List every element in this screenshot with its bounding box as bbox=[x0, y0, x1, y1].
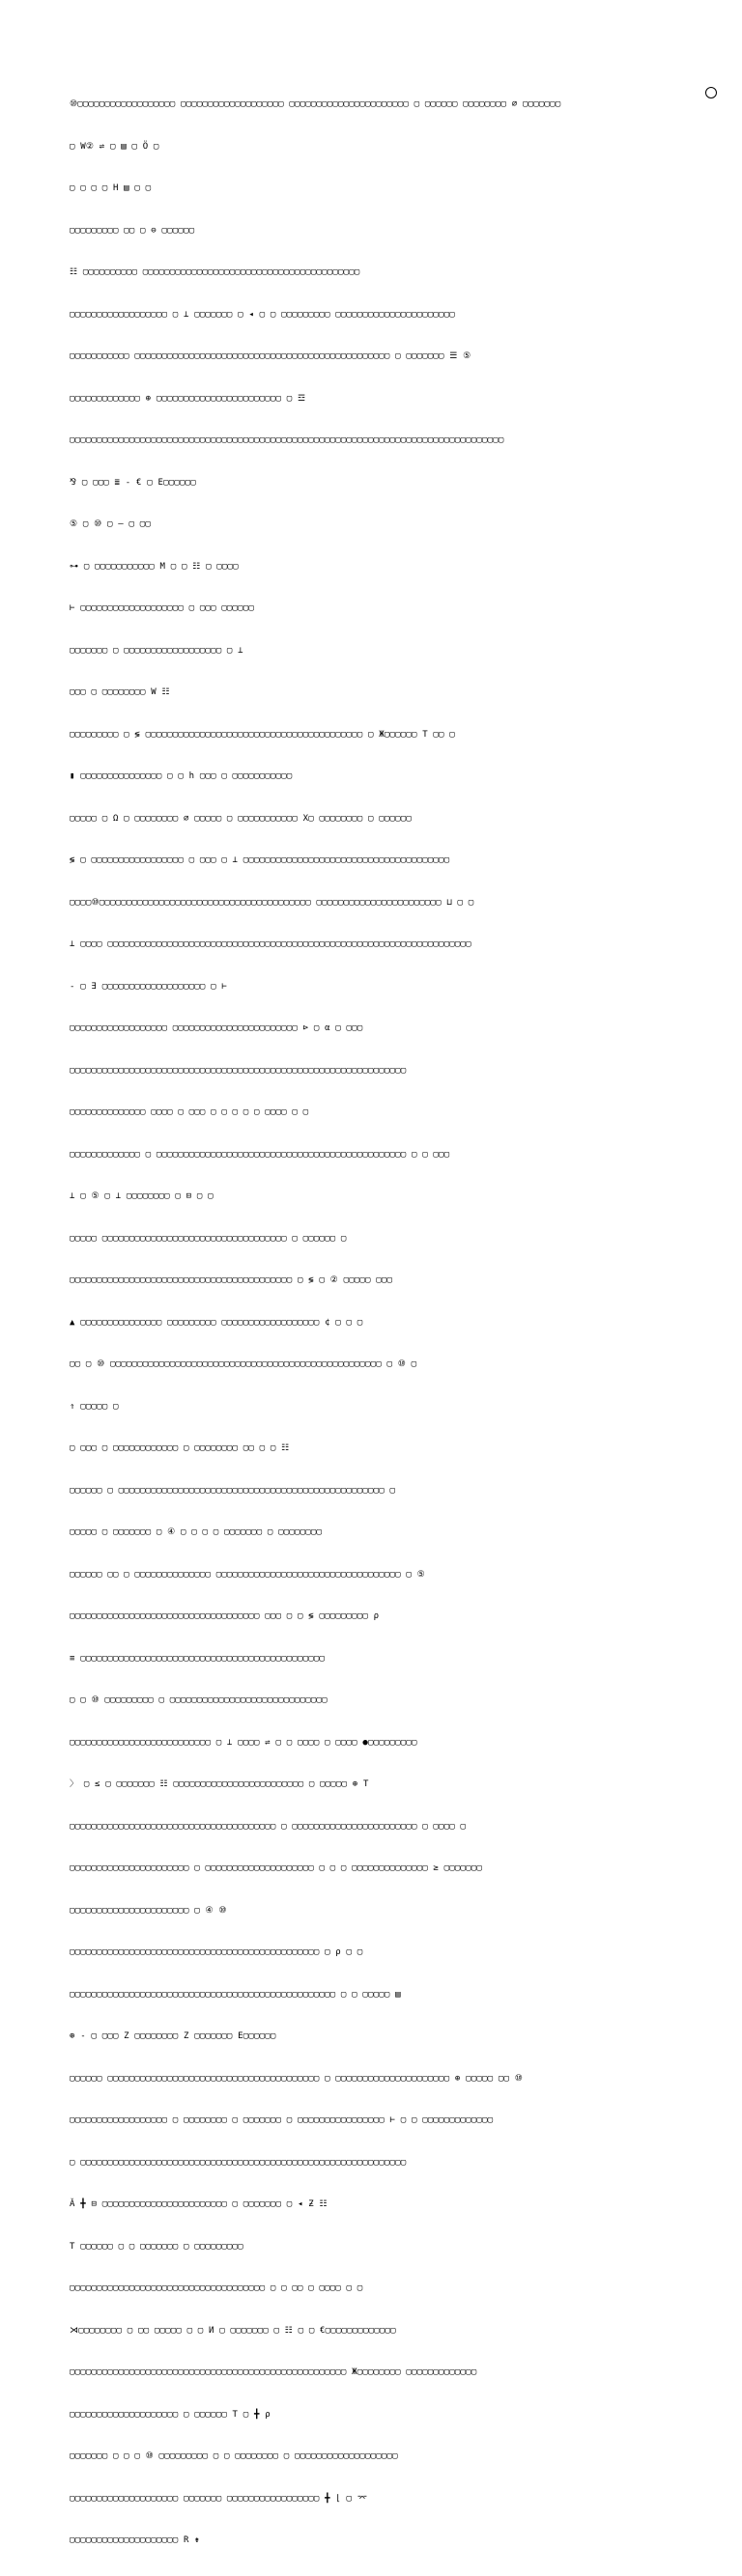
text-line: ▢▢▢▢▢▢▢▢▢▢▢ ▢▢▢▢▢▢▢▢▢▢▢▢▢▢▢▢▢▢▢▢▢▢▢▢▢▢▢▢▢▢▢▢▢▢▢▢▢▢▢▢▢▢▢▢▢▢▢ ▢ ▢▢▢▢▢▢▢ ☰ ⑤ bbox=[70, 351, 471, 361]
text-line: ▢▢ ▢ ⑩ ▢▢▢▢▢▢▢▢▢▢▢▢▢▢▢▢▢▢▢▢▢▢▢▢▢▢▢▢▢▢▢▢▢▢▢▢▢▢▢▢▢▢▢▢▢▢▢▢▢▢ ▢ ⑩ ▢ bbox=[70, 1359, 417, 1369]
text-line: ▢▢▢▢▢▢ ▢ ▢▢▢▢▢▢▢▢▢▢▢▢▢▢▢▢▢▢▢▢▢▢▢▢▢▢▢▢▢▢▢▢▢▢▢▢▢▢▢▢▢▢▢▢▢▢▢▢▢ ▢ bbox=[70, 1485, 396, 1496]
text-line: ▢▢▢▢▢▢▢▢▢▢▢▢▢▢▢▢▢▢▢▢▢▢▢▢▢▢▢▢▢▢▢▢▢▢▢▢▢▢▢▢▢▢▢▢▢▢▢▢▢▢▢▢▢▢▢▢▢▢▢▢▢▢▢▢▢▢▢▢▢▢▢▢▢▢▢▢▢▢▢▢ bbox=[70, 435, 504, 445]
text-line: ⊥ ▢ ⑤ ▢ ⊥ ▢▢▢▢▢▢▢▢ ▢ ⊟ ▢ ▢ bbox=[70, 1191, 214, 1201]
text-line: ▢▢▢▢▢ ▢ ▢▢▢▢▢▢▢ ▢ ④ ▢ ▢ ▢ ▢ ▢▢▢▢▢▢▢ ▢ ▢▢▢▢▢▢▢▢ bbox=[70, 1527, 323, 1537]
text-line: ⊕ - ▢ ▢▢▢ Z ▢▢▢▢▢▢▢▢ Z ▢▢▢▢▢▢▢ E▢▢▢▢▢▢ bbox=[70, 2031, 276, 2041]
text-line: ▢▢▢▢▢▢▢▢▢▢▢▢▢▢▢▢▢▢▢▢▢▢▢▢▢▢▢▢▢▢▢▢▢▢▢▢▢▢▢▢▢▢▢▢▢▢▢▢▢▢▢ Ж▢▢▢▢▢▢▢▢ ▢▢▢▢▢▢▢▢▢▢▢▢▢ bbox=[70, 2367, 477, 2377]
text-line: ▮ ▢▢▢▢▢▢▢▢▢▢▢▢▢▢▢ ▢ ▢ h ▢▢▢ ▢ ▢▢▢▢▢▢▢▢▢▢▢ bbox=[70, 771, 293, 781]
text-line: 〉 ▢ ≤ ▢ ▢▢▢▢▢▢▢ ☷ ▢▢▢▢▢▢▢▢▢▢▢▢▢▢▢▢▢▢▢▢▢▢▢▢ ▢ ▢▢▢▢▢ ⊕ T bbox=[70, 1779, 369, 1789]
text-line: ▢▢▢▢▢▢▢▢▢▢▢▢▢▢▢▢▢▢▢▢▢▢▢▢▢▢▢▢▢▢▢▢▢▢▢▢ ▢ ▢ ▢▢ ▢ ▢▢▢▢ ▢ ▢ bbox=[70, 2283, 363, 2293]
text-line: ⊶ ▢ ▢▢▢▢▢▢▢▢▢▢▢ M ▢ ▢ ☷ ▢ ▢▢▢▢ bbox=[70, 561, 239, 572]
text-line: ▢ W② ⇌ ▢ ▤ ▢ Ö ▢ bbox=[70, 141, 159, 152]
text-line: ▢ ▢▢▢▢▢▢▢▢▢▢▢▢▢▢▢▢▢▢▢▢▢▢▢▢▢▢▢▢▢▢▢▢▢▢▢▢▢▢▢▢▢▢▢▢▢▢▢▢▢▢▢▢▢▢▢▢▢▢▢▢ bbox=[70, 2157, 407, 2168]
text-line: ▢▢▢▢▢▢▢▢▢▢▢▢▢▢▢▢▢▢▢▢▢▢▢▢▢▢ ▢ ⊥ ▢▢▢▢ ⇌ ▢ ▢ ▢▢▢▢ ▢ ▢▢▢▢ ●▢▢▢▢▢▢▢▢▢ bbox=[70, 1737, 417, 1748]
text-line: ▢▢▢▢▢▢▢▢▢▢▢▢▢▢▢▢▢▢▢▢▢▢▢▢▢▢▢▢▢▢▢▢▢▢▢ ▢▢▢ ▢ ▢ ≶ ▢▢▢▢▢▢▢▢▢ ρ bbox=[70, 1611, 380, 1621]
text-line: - ▢ ∃ ▢▢▢▢▢▢▢▢▢▢▢▢▢▢▢▢▢▢▢ ▢ ⊢ bbox=[70, 981, 227, 992]
text-line: ▢▢▢▢▢▢▢▢▢▢▢▢▢▢▢▢▢▢▢▢ R ⇟ bbox=[70, 2535, 200, 2545]
text-line: ▢▢▢▢▢▢ ▢▢ ▢ ▢▢▢▢▢▢▢▢▢▢▢▢▢▢ ▢▢▢▢▢▢▢▢▢▢▢▢▢▢▢▢▢▢▢▢▢▢▢▢▢▢▢▢▢▢▢▢▢▢ ▢ ⑤ bbox=[70, 1569, 425, 1580]
text-line: ▢▢▢▢▢▢▢▢▢▢▢▢▢▢▢▢▢▢ ▢ ▢▢▢▢▢▢▢▢ ▢ ▢▢▢▢▢▢▢ ▢ ▢▢▢▢▢▢▢▢▢▢▢▢▢▢▢▢ ⊢ ▢ ▢ ▢▢▢▢▢▢▢▢▢▢▢▢▢ bbox=[70, 2115, 494, 2125]
text-line: ▢▢▢▢▢▢▢▢▢▢▢▢▢▢▢▢▢▢ ▢ ⊥ ▢▢▢▢▢▢▢ ▢ ◂ ▢ ▢ ▢▢▢▢▢▢▢▢▢ ▢▢▢▢▢▢▢▢▢▢▢▢▢▢▢▢▢▢▢▢▢▢ bbox=[70, 309, 455, 320]
text-line: ≡ ▢▢▢▢▢▢▢▢▢▢▢▢▢▢▢▢▢▢▢▢▢▢▢▢▢▢▢▢▢▢▢▢▢▢▢▢▢▢▢▢▢▢▢▢▢ bbox=[70, 1653, 326, 1664]
text-line: ⑤ ▢ ⑩ ▢ — ▢ ▢▢ bbox=[70, 519, 151, 529]
text-line: ▢ ▢ ⑩ ▢▢▢▢▢▢▢▢▢ ▢ ▢▢▢▢▢▢▢▢▢▢▢▢▢▢▢▢▢▢▢▢▢▢▢▢▢▢▢▢▢ bbox=[70, 1695, 328, 1705]
text-line: ▢▢▢▢▢ ▢▢▢▢▢▢▢▢▢▢▢▢▢▢▢▢▢▢▢▢▢▢▢▢▢▢▢▢▢▢▢▢▢▢ ▢ ▢▢▢▢▢▢ ▢ bbox=[70, 1233, 347, 1244]
text-line: ▢▢▢▢▢▢▢▢▢▢▢▢▢▢ ▢▢▢▢ ▢ ▢▢▢ ▢ ▢ ▢ ▢ ▢ ▢▢▢▢ ▢ ▢ bbox=[70, 1107, 309, 1117]
text-line: ⑩▢▢▢▢▢▢▢▢▢▢▢▢▢▢▢▢▢▢ ▢▢▢▢▢▢▢▢▢▢▢▢▢▢▢▢▢▢▢ ▢▢▢▢▢▢▢▢▢▢▢▢▢▢▢▢▢▢▢▢▢▢ ▢ ▢▢▢▢▢▢ ▢▢▢▢▢▢▢▢ ∅ ▢▢▢▢▢▢▢ bbox=[70, 99, 561, 109]
text-line: ▢▢▢▢▢▢▢▢▢▢▢▢▢▢▢▢▢▢▢▢▢▢▢▢▢▢▢▢▢▢▢▢▢▢▢▢▢▢▢▢▢▢▢▢▢▢▢▢▢▢▢▢▢▢▢▢▢▢▢▢▢▢ bbox=[70, 1065, 407, 1076]
text-line: ▢▢▢▢▢▢▢▢▢▢▢▢▢ ⊕ ▢▢▢▢▢▢▢▢▢▢▢▢▢▢▢▢▢▢▢▢▢▢▢ ▢ ☲ bbox=[70, 393, 306, 404]
text-line: ▢▢▢▢▢▢▢▢▢▢▢▢▢▢▢▢▢▢▢▢▢▢▢▢▢▢▢▢▢▢▢▢▢▢▢▢▢▢▢▢▢ ▢ ≶ ▢ ② ▢▢▢▢▢ ▢▢▢ bbox=[70, 1275, 393, 1285]
text-line: ▢▢▢▢▢▢▢▢▢▢▢▢▢▢▢▢▢▢▢▢▢▢▢▢▢▢▢▢▢▢▢▢▢▢▢▢▢▢ ▢ ▢▢▢▢▢▢▢▢▢▢▢▢▢▢▢▢▢▢▢▢▢▢▢ ▢ ▢▢▢▢ ▢ bbox=[70, 1821, 467, 1832]
text-line: T ▢▢▢▢▢▢ ▢ ▢ ▢▢▢▢▢▢▢ ▢ ▢▢▢▢▢▢▢▢▢ bbox=[70, 2241, 243, 2252]
text-line: ▢▢▢▢⑩▢▢▢▢▢▢▢▢▢▢▢▢▢▢▢▢▢▢▢▢▢▢▢▢▢▢▢▢▢▢▢▢▢▢▢▢▢▢▢ ▢▢▢▢▢▢▢▢▢▢▢▢▢▢▢▢▢▢▢▢▢▢▢ ⊔ ▢ ▢ bbox=[70, 897, 474, 908]
text-line: ⊢ ▢▢▢▢▢▢▢▢▢▢▢▢▢▢▢▢▢▢▢ ▢ ▢▢▢ ▢▢▢▢▢▢ bbox=[70, 603, 255, 613]
text-line: ▢ ▢▢▢ ▢ ▢▢▢▢▢▢▢▢▢▢▢▢ ▢ ▢▢▢▢▢▢▢▢ ▢▢ ▢ ▢ ☷ bbox=[70, 1443, 290, 1453]
text-line: ▢▢▢▢▢▢▢ ▢ ▢ ▢ ⑩ ▢▢▢▢▢▢▢▢▢ ▢ ▢ ▢▢▢▢▢▢▢▢ ▢ ▢▢▢▢▢▢▢▢▢▢▢▢▢▢▢▢▢▢▢ bbox=[70, 2451, 398, 2461]
text-line: ⋊▢▢▢▢▢▢▢▢ ▢ ▢▢ ▢▢▢▢▢ ▢ ▢ И ▢ ▢▢▢▢▢▢▢ ▢ ☷ ▢ ▢ €▢▢▢▢▢▢▢▢▢▢▢▢▢ bbox=[70, 2325, 396, 2336]
text-line: ▢▢▢▢▢▢▢▢▢▢▢▢▢▢▢▢▢▢▢▢▢▢▢▢▢▢▢▢▢▢▢▢▢▢▢▢▢▢▢▢▢▢▢▢▢▢▢▢▢ ▢ ▢ ▢▢▢▢▢ ▤ bbox=[70, 1989, 401, 2000]
garbled-text-block bbox=[70, 70, 672, 2545]
text-line: ▢▢▢▢▢▢▢▢▢▢▢▢▢▢▢▢▢▢▢▢▢▢ ▢ ▢▢▢▢▢▢▢▢▢▢▢▢▢▢▢▢▢▢▢▢ ▢ ▢ ▢ ▢▢▢▢▢▢▢▢▢▢▢▢▢▢ ≥ ▢▢▢▢▢▢▢ bbox=[70, 1863, 483, 1873]
text-line: ▢▢▢▢▢▢▢▢▢▢▢▢▢▢▢▢▢▢▢▢ ▢ ▢▢▢▢▢▢ T ▢ ╋ ρ bbox=[70, 2409, 271, 2420]
text-line: ▢▢▢▢▢▢▢▢▢ ▢▢ ▢ ⊖ ▢▢▢▢▢▢ bbox=[70, 225, 195, 236]
text-line: ⊥ ▢▢▢▢ ▢▢▢▢▢▢▢▢▢▢▢▢▢▢▢▢▢▢▢▢▢▢▢▢▢▢▢▢▢▢▢▢▢▢▢▢▢▢▢▢▢▢▢▢▢▢▢▢▢▢▢▢▢▢▢▢▢▢▢▢▢▢▢▢▢▢▢ bbox=[70, 939, 471, 949]
text-line: ⇑ ▢▢▢▢▢ ▢ bbox=[70, 1401, 119, 1412]
text-line: ▢▢▢▢▢▢▢▢▢▢▢▢▢▢▢▢▢▢ ▢▢▢▢▢▢▢▢▢▢▢▢▢▢▢▢▢▢▢▢▢▢▢ ⊳ ▢ α ▢ ▢▢▢ bbox=[70, 1023, 363, 1033]
edge-glyph-mark bbox=[705, 87, 717, 98]
text-line: Ă ╋ ⊟ ▢▢▢▢▢▢▢▢▢▢▢▢▢▢▢▢▢▢▢▢▢▢▢ ▢ ▢▢▢▢▢▢▢ ▢ ◂ Ƶ ☷ bbox=[70, 2199, 328, 2209]
text-line: ▢▢▢▢▢▢▢▢▢▢▢▢▢ ▢ ▢▢▢▢▢▢▢▢▢▢▢▢▢▢▢▢▢▢▢▢▢▢▢▢▢▢▢▢▢▢▢▢▢▢▢▢▢▢▢▢▢▢▢▢▢▢ ▢ ▢ ▢▢▢ bbox=[70, 1149, 450, 1160]
text-line: ▢▢▢▢▢ ▢ Ω ▢ ▢▢▢▢▢▢▢▢ ∅ ▢▢▢▢▢ ▢ ▢▢▢▢▢▢▢▢▢▢▢ X▢ ▢▢▢▢▢▢▢▢ ▢ ▢▢▢▢▢▢ bbox=[70, 813, 412, 824]
text-line: ▢▢▢ ▢ ▢▢▢▢▢▢▢▢ W ☷ bbox=[70, 687, 170, 697]
text-line: ⅋ ▢ ▢▢▢ ≣ - € ▢ E▢▢▢▢▢▢ bbox=[70, 477, 196, 488]
text-line: ▢▢▢▢▢▢▢▢▢▢▢▢▢▢▢▢▢▢▢▢ ▢▢▢▢▢▢▢ ▢▢▢▢▢▢▢▢▢▢▢▢▢▢▢▢▢ ╋ ⌊ ▢ ⌤ bbox=[70, 2493, 368, 2504]
text-line: ▢▢▢▢▢▢▢▢▢▢▢▢▢▢▢▢▢▢▢▢▢▢ ▢ ④ ⑩ bbox=[70, 1905, 227, 1916]
text-line: ▢▢▢▢▢▢▢▢▢▢▢▢▢▢▢▢▢▢▢▢▢▢▢▢▢▢▢▢▢▢▢▢▢▢▢▢▢▢▢▢▢▢▢▢▢▢ ▢ ρ ▢ ▢ bbox=[70, 1947, 363, 1957]
text-line: ▢▢▢▢▢▢▢▢▢ ▢ ≶ ▢▢▢▢▢▢▢▢▢▢▢▢▢▢▢▢▢▢▢▢▢▢▢▢▢▢▢▢▢▢▢▢▢▢▢▢▢▢▢▢ ▢ Ж▢▢▢▢▢▢ T ▢▢ ▢ bbox=[70, 729, 455, 740]
text-line: ≶ ▢ ▢▢▢▢▢▢▢▢▢▢▢▢▢▢▢▢▢ ▢ ▢▢▢ ▢ ⊥ ▢▢▢▢▢▢▢▢▢▢▢▢▢▢▢▢▢▢▢▢▢▢▢▢▢▢▢▢▢▢▢▢▢▢▢▢▢▢ bbox=[70, 855, 450, 865]
text-line: ▲ ▢▢▢▢▢▢▢▢▢▢▢▢▢▢▢ ▢▢▢▢▢▢▢▢▢ ▢▢▢▢▢▢▢▢▢▢▢▢▢▢▢▢▢▢ ¢ ▢ ▢ ▢ bbox=[70, 1317, 363, 1328]
text-line: ▢▢▢▢▢▢ ▢▢▢▢▢▢▢▢▢▢▢▢▢▢▢▢▢▢▢▢▢▢▢▢▢▢▢▢▢▢▢▢▢▢▢▢▢▢▢ ▢ ▢▢▢▢▢▢▢▢▢▢▢▢▢▢▢▢▢▢▢▢▢ ⊕ ▢▢▢▢▢ ▢▢ ⑩ bbox=[70, 2073, 523, 2084]
text-line: ▢▢▢▢▢▢▢ ▢ ▢▢▢▢▢▢▢▢▢▢▢▢▢▢▢▢▢▢ ▢ ⊥ bbox=[70, 645, 243, 656]
text-line: ▢ ▢ ▢ ▢ H ▤ ▢ ▢ bbox=[70, 183, 152, 193]
text-line: ☷ ▢▢▢▢▢▢▢▢▢▢ ▢▢▢▢▢▢▢▢▢▢▢▢▢▢▢▢▢▢▢▢▢▢▢▢▢▢▢▢▢▢▢▢▢▢▢▢▢▢▢▢ bbox=[70, 267, 360, 277]
